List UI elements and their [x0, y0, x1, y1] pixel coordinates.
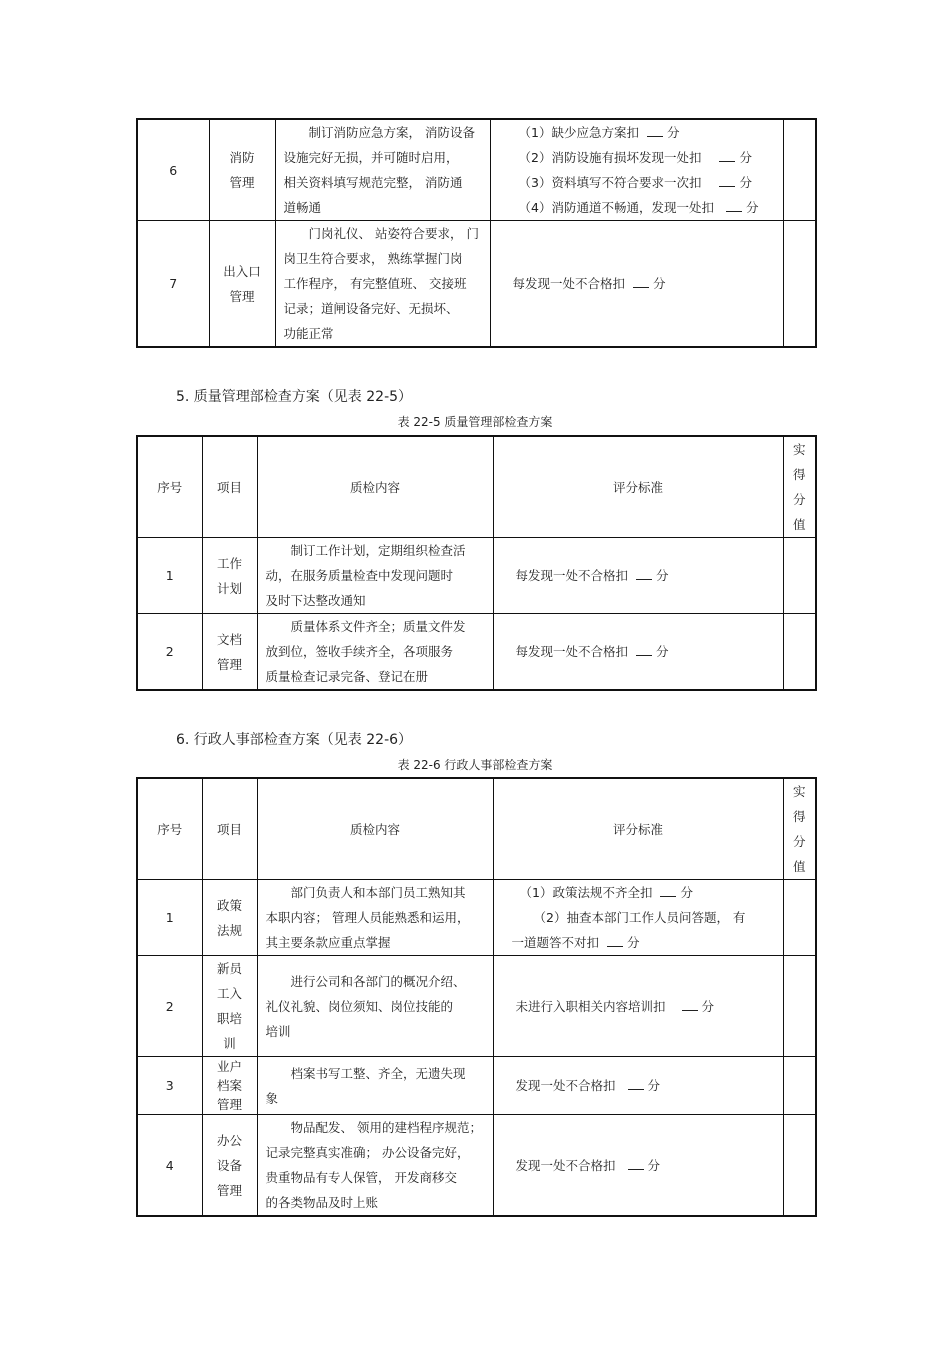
standard-cell — [493, 1115, 783, 1217]
content-line: 制订消防应急方案， 消防设备 — [308, 125, 475, 140]
row-number: 2 — [137, 956, 202, 1057]
content-cell — [257, 538, 493, 614]
standard-cell — [490, 119, 783, 221]
item-cell — [202, 538, 257, 614]
item-cell — [202, 1115, 257, 1217]
content-line: 部门负责人和本部门员工熟知其 — [290, 885, 466, 900]
item-cell — [202, 956, 257, 1057]
standard-cell — [493, 1057, 783, 1115]
standard-line: 每发现一处不合格扣 分 — [512, 276, 666, 291]
header-no: 序号 — [137, 436, 202, 538]
header-content: 质检内容 — [257, 436, 493, 538]
score-blank — [607, 934, 623, 947]
row-number: 2 — [137, 614, 202, 691]
item-line: 出入口 — [223, 263, 261, 279]
content-line: 工作程序， 有完整值班、 交接班 — [283, 276, 467, 291]
content-line: 贵重物品有专人保管， 开发商移交 — [265, 1170, 457, 1185]
item-cell — [202, 614, 257, 691]
table-22-4-continuation — [136, 118, 817, 348]
item-line: 档案 — [216, 1078, 242, 1093]
content-line: 物品配发、 领用的建档程序规范； — [290, 1120, 482, 1135]
content-cell — [275, 119, 490, 221]
score-blank — [636, 643, 652, 656]
content-line: 记录完整真实准确； 办公设备完好， — [265, 1145, 470, 1160]
item-line: 消防 — [229, 150, 255, 165]
section-6-heading: 6. 行政人事部检查方案（见表 22-6） — [176, 732, 413, 748]
header-score-char: 分 — [792, 834, 806, 849]
content-line: 岗卫生符合要求， 熟练掌握门岗 — [283, 251, 463, 266]
item-line: 计划 — [216, 580, 242, 596]
item-line: 法规 — [216, 922, 242, 938]
header-no: 序号 — [137, 778, 202, 880]
score-blank — [633, 275, 649, 288]
score-blank — [719, 174, 735, 187]
row-number: 6 — [137, 119, 209, 221]
content-line: 质量检查记录完备、登记在册 — [265, 669, 429, 684]
table-row — [137, 221, 816, 348]
item-line: 管理 — [229, 288, 255, 304]
standard-line: 每发现一处不合格扣 分 — [515, 568, 669, 583]
item-line: 训 — [223, 1036, 236, 1051]
item-line: 设备 — [216, 1157, 242, 1173]
score-blank — [726, 199, 742, 212]
row-number: 1 — [137, 880, 202, 956]
header-item: 项目 — [202, 436, 257, 538]
table-22-6 — [136, 777, 817, 1217]
standard-line: 发现一处不合格扣 分 — [515, 1078, 661, 1093]
header-item: 项目 — [202, 778, 257, 880]
content-cell — [257, 880, 493, 956]
standard-line: （2）消防设施有损坏发现一处扣 分 — [518, 150, 752, 165]
table-22-5-caption: 表 22-5 质量管理部检查方案 — [397, 415, 553, 429]
score-cell[interactable] — [783, 119, 816, 221]
content-line: 进行公司和各部门的概况介绍、 — [290, 973, 466, 989]
content-line: 记录；道闸设备完好、无损坏、 — [283, 301, 459, 316]
item-line: 业户 — [216, 1059, 242, 1074]
item-cell — [202, 1057, 257, 1115]
content-line: 其主要条款应重点掌握 — [265, 935, 391, 950]
table-row — [137, 956, 816, 1057]
standard-line: 未进行入职相关内容培训扣 分 — [515, 998, 715, 1014]
content-line: 档案书写工整、齐全，无遗失现 — [290, 1065, 466, 1081]
content-line: 象 — [265, 1090, 279, 1106]
score-cell[interactable] — [783, 956, 816, 1057]
standard-cell — [493, 538, 783, 614]
item-line: 工入 — [216, 986, 242, 1001]
content-cell — [257, 956, 493, 1057]
content-line: 动，在服务质量检查中发现问题时 — [265, 568, 454, 583]
header-content: 质检内容 — [257, 778, 493, 880]
standard-line: （2）抽查本部门工作人员问答题， 有 — [533, 910, 746, 925]
header-score-char: 得 — [792, 467, 806, 482]
section-5-heading: 5. 质量管理部检查方案（见表 22-5） — [176, 389, 413, 405]
item-line: 职培 — [216, 1011, 242, 1026]
header-score-char: 实 — [792, 784, 806, 799]
content-line: 设施完好无损，并可随时启用， — [283, 150, 459, 165]
score-blank — [647, 124, 663, 137]
score-cell[interactable] — [783, 614, 816, 691]
item-line: 政策 — [216, 897, 242, 913]
table-row — [137, 614, 816, 691]
score-cell[interactable] — [783, 1115, 816, 1217]
table-header-row — [137, 436, 816, 538]
content-cell — [257, 1057, 493, 1115]
score-blank — [682, 998, 698, 1011]
standard-line: （3）资料填写不符合要求一次扣 分 — [518, 175, 752, 190]
standard-cell — [493, 614, 783, 691]
item-line: 管理 — [216, 1182, 242, 1198]
header-score-char: 实 — [792, 442, 806, 457]
content-line: 本职内容； 管理人员能熟悉和运用， — [265, 910, 470, 925]
item-line: 管理 — [216, 656, 242, 672]
table-22-5 — [136, 435, 817, 691]
content-cell — [257, 614, 493, 691]
content-line: 相关资料填写规范完整， 消防通 — [283, 175, 463, 190]
item-cell — [202, 880, 257, 956]
header-score — [783, 778, 816, 880]
content-line: 培训 — [265, 1023, 291, 1039]
content-line: 道畅通 — [283, 200, 322, 215]
item-line: 工作 — [216, 555, 242, 571]
item-line: 管理 — [229, 175, 255, 190]
score-blank — [628, 1157, 644, 1170]
content-line: 门岗礼仪、 站姿符合要求， 门 — [308, 226, 479, 241]
table-22-6-caption: 表 22-6 行政人事部检查方案 — [397, 758, 553, 772]
score-cell[interactable] — [783, 880, 816, 956]
item-line: 管理 — [216, 1097, 242, 1112]
standard-cell — [490, 221, 783, 348]
standard-line: （4）消防通道不畅通，发现一处扣 分 — [518, 200, 759, 215]
row-number: 7 — [137, 221, 209, 348]
header-score — [783, 436, 816, 538]
item-line: 文档 — [216, 631, 242, 647]
row-number: 4 — [137, 1115, 202, 1217]
standard-line: 一道题答不对扣 分 — [511, 935, 640, 950]
score-cell[interactable] — [783, 221, 816, 348]
content-line: 及时下达整改通知 — [265, 593, 366, 608]
row-number: 1 — [137, 538, 202, 614]
standard-line: （1）政策法规不齐全扣 分 — [519, 885, 693, 900]
item-cell — [209, 119, 275, 221]
header-score-char: 值 — [792, 859, 806, 874]
score-blank — [719, 149, 735, 162]
table-header-row — [137, 778, 816, 880]
item-cell — [209, 221, 275, 348]
content-line: 制订工作计划，定期组织检查活 — [290, 543, 466, 558]
table-row — [137, 538, 816, 614]
header-score-char: 值 — [792, 517, 806, 532]
standard-line: 每发现一处不合格扣 分 — [515, 644, 669, 659]
content-cell — [257, 1115, 493, 1217]
table-row — [137, 880, 816, 956]
content-line: 礼仪礼貌、岗位须知、岗位技能的 — [265, 998, 454, 1014]
content-cell — [275, 221, 490, 348]
score-cell[interactable] — [783, 1057, 816, 1115]
header-score-char: 得 — [792, 809, 806, 824]
content-line: 的各类物品及时上账 — [265, 1195, 379, 1210]
standard-cell — [493, 956, 783, 1057]
score-cell[interactable] — [783, 538, 816, 614]
standard-cell — [493, 880, 783, 956]
row-number: 3 — [137, 1057, 202, 1115]
content-line: 质量体系文件齐全；质量文件发 — [290, 619, 466, 634]
header-standard: 评分标准 — [493, 436, 783, 538]
header-standard: 评分标准 — [493, 778, 783, 880]
content-line: 放到位，签收手续齐全，各项服务 — [265, 644, 454, 659]
header-score-char: 分 — [792, 492, 806, 507]
score-blank — [660, 884, 676, 897]
item-line: 办公 — [216, 1132, 242, 1148]
item-line: 新员 — [216, 961, 242, 976]
score-blank — [628, 1077, 644, 1090]
content-line: 功能正常 — [283, 326, 334, 341]
table-row — [137, 1115, 816, 1217]
score-blank — [636, 567, 652, 580]
standard-line: （1）缺少应急方案扣 分 — [518, 125, 680, 140]
table-row — [137, 1057, 816, 1115]
table-row — [137, 119, 816, 221]
standard-line: 发现一处不合格扣 分 — [515, 1157, 661, 1173]
